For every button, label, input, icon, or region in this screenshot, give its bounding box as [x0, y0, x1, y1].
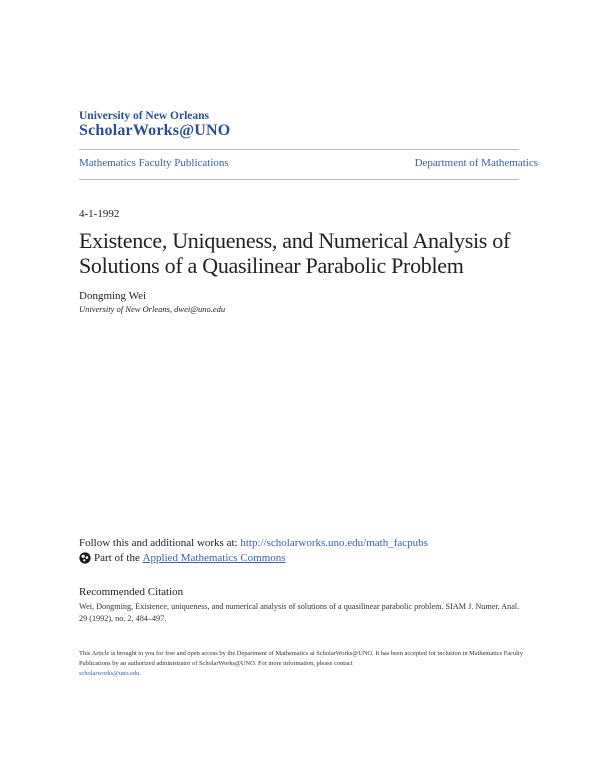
recommended-citation-heading: Recommended Citation [79, 586, 184, 598]
publication-date: 4-1-1992 [79, 208, 120, 220]
access-notice [79, 649, 524, 679]
author-name: Dongming Wei [79, 290, 147, 302]
faculty-publications-link[interactable]: Mathematics Faculty Publications [79, 157, 229, 169]
repository-name[interactable]: ScholarWorks@UNO [79, 122, 231, 139]
article-title: Existence, Uniqueness, and Numerical Analysis of Solutions of a Quasilinear Parabolic Problem [79, 228, 510, 278]
university-name: University of New Orleans [79, 110, 209, 122]
contact-email-link[interactable]: scholarworks@uno.edu. [79, 670, 141, 677]
follow-line [79, 537, 428, 549]
department-link[interactable]: Department of Mathematics [414, 157, 538, 169]
collection-url-link[interactable]: http://scholarworks.uno.edu/math_facpubs [240, 537, 428, 549]
partof-prefix: Part of the [94, 552, 143, 564]
commons-network-icon [79, 552, 91, 564]
follow-prefix: Follow this and additional works at: [79, 537, 241, 549]
access-notice-text: This Article is brought to you for free and open access by the Department of Mathematics at ScholarWorks@UNO. It has been accepted for inclusion in Mathematics Faculty Publications by an authorized administrator of ScholarWorks@UNO. For more information, please contact [79, 650, 523, 667]
author-affiliation: University of New Orleans, dwei@uno.edu [79, 304, 226, 314]
top-divider [79, 149, 519, 150]
bottom-divider [79, 179, 519, 180]
applied-math-commons-link[interactable]: Applied Mathematics Commons [142, 552, 286, 564]
part-of-line [79, 552, 286, 564]
recommended-citation-text: Wei, Dongming, Existence, uniqueness, and numerical analysis of solutions of a quasilinear parabolic problem. SIAM J. Numer. Anal. 29 (1992), no. 2, 484–497. [79, 602, 520, 623]
